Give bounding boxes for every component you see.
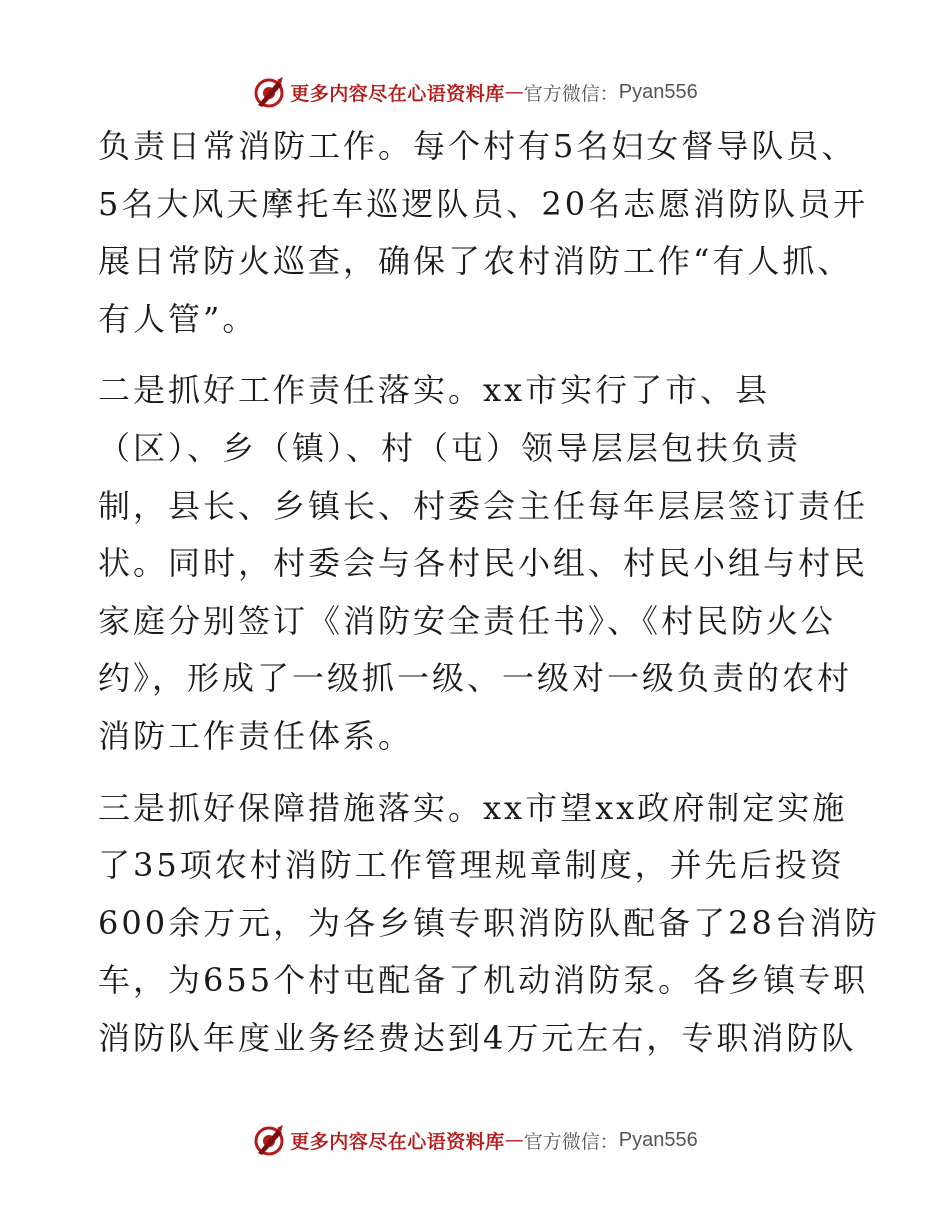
banner-dash: —: [504, 81, 524, 103]
paragraph-3: [98, 780, 880, 1068]
text-line: 负责日常消防工作。每个村有5名妇女督导队员、: [98, 127, 857, 165]
text-line: 制，县长、乡镇长、村委会主任每年层层签订责任: [98, 486, 869, 525]
paragraph-1: [98, 118, 869, 348]
banner-title: 更多内容尽在心语资料库: [290, 1130, 505, 1153]
logo-icon: [252, 75, 286, 109]
banner-id: Pyan556: [618, 1128, 698, 1151]
document-body: [98, 118, 880, 1068]
text-line: 三是抓好保障措施落实。xx市望xx政府制定实施: [98, 788, 848, 827]
text-line: 消防工作责任体系。: [98, 716, 414, 755]
logo-icon: [252, 1123, 286, 1157]
text-line: 车，为655个村屯配备了机动消防泵。各乡镇专职: [98, 961, 869, 1000]
text-line: 二是抓好工作责任落实。xx市实行了市、县: [98, 371, 771, 410]
footer-banner: [0, 1120, 950, 1160]
text-line: 了35项农村消防工作管理规章制度，并先后投资: [98, 846, 845, 885]
banner-title: 更多内容尽在心语资料库: [290, 82, 505, 105]
text-line: 5名大风天摩托车巡逻队员、20名志愿消防队员开: [98, 184, 869, 223]
banner-label: 官方微信：: [523, 1130, 619, 1153]
header-banner: [0, 72, 950, 112]
banner-dash: —: [504, 1129, 524, 1151]
text-line: 有人管”。: [98, 299, 258, 338]
text-line: 家庭分别签订《消防安全责任书》、《村民防火公: [98, 601, 837, 640]
text-line: 约》，形成了一级抓一级、一级对一级负责的农村: [98, 659, 853, 698]
paragraph-2: [98, 362, 869, 765]
text-line: 600余万元，为各乡镇专职消防队配备了28台消防: [98, 903, 880, 942]
text-line: 消防队年度业务经费达到4万元左右，专职消防队: [98, 1018, 857, 1057]
banner-label: 官方微信：: [523, 82, 619, 105]
banner-id: Pyan556: [618, 80, 698, 103]
text-line: 状。同时，村委会与各村民小组、村民小组与村民: [98, 544, 869, 583]
text-line: 展日常防火巡查，确保了农村消防工作“有人抓、: [98, 242, 853, 281]
text-line: （区）、乡（镇）、村（屯）领导层层包扶负责: [98, 428, 802, 467]
